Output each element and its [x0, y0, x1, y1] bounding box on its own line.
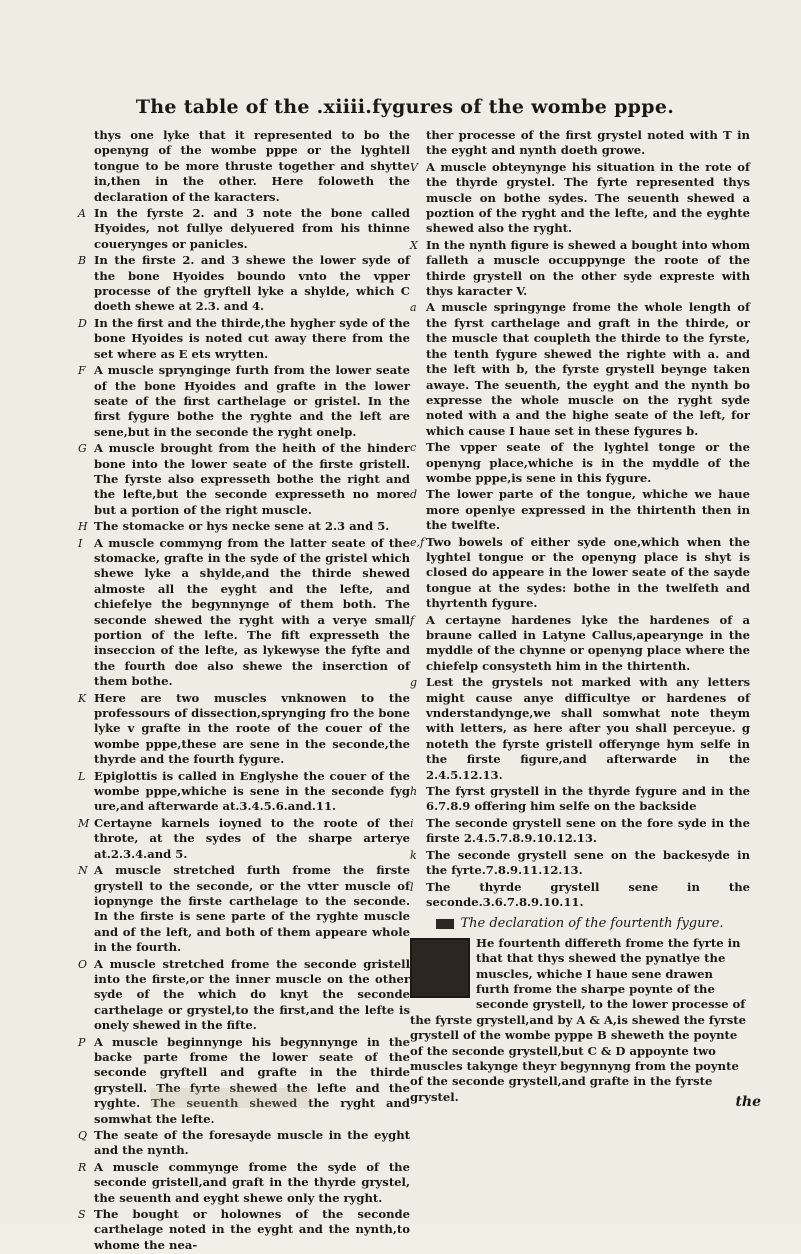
- gloss-entry: [78, 536, 410, 690]
- gloss-entry: [410, 128, 750, 159]
- entry-text: The seconde grystell sene on the backesyde in the fyrte.7.8.9.11.12.13.: [426, 847, 750, 878]
- entry-key: f: [410, 613, 415, 627]
- entry-text: The stomacke or hys necke sene at 2.3 and 5.: [94, 519, 390, 534]
- entry-key: B: [78, 254, 87, 268]
- catchword: the: [735, 1094, 761, 1110]
- left-column: [78, 128, 410, 1254]
- entry-key: A: [78, 207, 86, 221]
- gloss-entry: [78, 1035, 410, 1127]
- gloss-entry: [78, 441, 410, 518]
- gloss-entry: [410, 487, 750, 533]
- entry-key: Q: [78, 1129, 88, 1142]
- entry-text: Epiglottis is called in Englyshe the couer of the wombe pppe,whiche is sene in the seconde fyg ure,and afterwarde at.3.4.5.6.and.11.: [94, 768, 410, 814]
- entry-text: The seconde grystell sene on the fore syde in the firste 2.4.5.7.8.9.10.12.13.: [426, 815, 750, 846]
- entry-text: thys one lyke that it represented to bo the openyng of the wombe pppe or the lyghtell tongue to be more thruste together and shytte in,then in the other. Here foloweth the declaration of the karacters.: [94, 128, 410, 204]
- right-column: [410, 128, 750, 1105]
- entry-key: g: [410, 676, 418, 690]
- section-title: The declaration of the fourtenth fygure.: [460, 916, 724, 932]
- entry-text: A muscle obteynynge his situation in the rote of the thyrde grystel. The fyrte represented thys muscle on bothe sydes. The seuenth shewed a poztion of the ryght and the lefte, and the eyghte shewed also the ryght.: [426, 159, 750, 236]
- entry-text: Two bowels of either syde one,which when the lyghtel tongue or the openyng place is shyt is closed do appeare in the lower seate of the sayde tongue at the sydes: bothe in the twelfeth and thyrtenth fygure.: [426, 534, 750, 611]
- entry-text: Lest the grystels not marked with any letters might cause anye difficultye or hardenes of vnderstandynge,we shall somwhat note theym with letters, as here after you shall perceyue. g noteth the fyrste gristell offerynge hym selfe in the firste figure,and afterwarde in the 2.4.5.12.13.: [426, 675, 750, 782]
- section-paragraph: [410, 936, 750, 1105]
- entry-key: X: [410, 238, 418, 252]
- entry-key: k: [410, 848, 417, 862]
- entry-key: e,f: [410, 535, 425, 549]
- entry-key: H: [78, 520, 88, 534]
- gloss-entry: [78, 1160, 410, 1206]
- entry-key: a: [410, 301, 417, 315]
- entry-text: Certayne karnels ioyned to the roote of the throte, at the sydes of the sharpe arterye at.2.3.4.and 5.: [94, 815, 410, 861]
- entry-key: d: [410, 488, 418, 502]
- entry-text: In the nynth figure is shewed a bought into whom falleth a muscle occuppynge the roote of the thirde grystell on the other syde expreste with thys karacter V.: [426, 237, 750, 299]
- gloss-entry: [410, 816, 750, 847]
- entry-key: M: [78, 816, 90, 830]
- gloss-entry: [78, 816, 410, 862]
- entry-text: A muscle beginnynge his begynnynge in the backe parte frome the lower seate of the seconde gryftell and grafte in the thirde grystell. The fyrte shewed the lefte and the ryghte. The seuenth shewed the ryght and somwhat the lefte.: [94, 1034, 410, 1126]
- running-head: The table of the .xiiii.fygures of the wombe pppe.: [135, 96, 675, 118]
- entry-key: V: [410, 160, 418, 174]
- gloss-entry: [410, 675, 750, 783]
- gloss-entry: [78, 128, 410, 205]
- entry-key: S: [78, 1208, 86, 1222]
- entry-text: A muscle stretched furth frome the firste grystell to the seconde, or the vtter muscle of iopnynge the firste carthelage to the seconde. In the firste is sene parte of the ryghte muscle and of the left, and both of them appeare whole in the fourth.: [94, 863, 410, 955]
- section-heading: [410, 916, 750, 931]
- gloss-entry: [410, 784, 750, 815]
- entry-text: The thyrde grystell sene in the seconde.3.6.7.8.9.10.11.: [426, 879, 750, 909]
- entry-text: Here are two muscles vnknowen to the professours of dissection,sprynging fro the bone lyke v grafte in the roote of the couer of the wombe pppe,these are sene in the seconde,the thyrde and the fourth fygure.: [94, 690, 410, 767]
- section-text: He fourtenth differeth frome the fyrte in that that thys shewed the pynatlye the muscles, whiche I haue sene drawen furth frome the sharpe poynte of the seconde grystell, to the lower processe of the fyrste grystell,and by A & A,is shewed the fyrste grystell of the wombe pyppe B sheweth the poynte of the seconde grystell,but C & D appoynte two muscles takynge theyr begynnyng from the poynte of the seconde grystell,and grafte in the fyrste grystel.: [410, 935, 746, 1104]
- gloss-entry: [410, 880, 750, 911]
- gloss-entry: [78, 253, 410, 315]
- entry-text: A muscle commyng from the latter seate of the stomacke, grafte in the syde of the gristel which shewe lyke a shylde,and the thirde shewed almoste all the eyght and the lefte, and chiefelye the begynnynge of them both. The seconde shewed the ryght with a verye small portion of the lefte. The fift expresseth the inseccion of the lefte, as lykewyse the fyfte and the fourth doe also shewe the inserction of them bothe.: [94, 535, 410, 689]
- gloss-entry: [78, 1207, 410, 1253]
- gloss-entry: [78, 957, 410, 1034]
- gloss-entry: [410, 238, 750, 300]
- decorated-initial-icon: [410, 938, 470, 998]
- entry-text: ther processe of the first grystel noted with T in the eyght and nynth doeth growe.: [426, 128, 750, 158]
- entry-key: c: [410, 441, 417, 455]
- pointing-hand-icon: [436, 919, 454, 929]
- gloss-entry: [410, 160, 750, 237]
- entry-key: G: [78, 442, 87, 456]
- entry-key: O: [78, 957, 88, 971]
- gloss-entry: [410, 535, 750, 612]
- gloss-entry: [78, 316, 410, 362]
- gloss-entry: [78, 1128, 410, 1159]
- entry-text: In the fyrste 2. and 3 note the bone called Hyoides, not fullye delyuered from his thinne couerynges or panicles.: [94, 206, 410, 251]
- entry-text: A certayne hardenes lyke the hardenes of a braune called in Latyne Callus,apearynge in the myddle of the chynne or openyng place where the chiefelp consysteth him in the thirtenth.: [426, 612, 750, 673]
- entry-key: R: [78, 1160, 87, 1174]
- entry-key: F: [78, 364, 86, 378]
- entry-text: The seate of the foresayde muscle in the eyght and the nynth.: [94, 1128, 410, 1158]
- entry-text: A muscle commynge frome the syde of the seconde gristell,and graft in the thyrde grystel, the seuenth and eyght shewe only the ryght.: [94, 1159, 410, 1205]
- gloss-entry: [410, 440, 750, 486]
- entry-key: h: [410, 785, 418, 799]
- entry-text: In the firste 2. and 3 shewe the lower syde of the bone Hyoides boundo vnto the vpper processe of the gryftell lyke a shylde, which C doeth shewe at 2.3. and 4.: [94, 253, 410, 314]
- entry-key: P: [78, 1035, 86, 1049]
- gloss-entry: [410, 300, 750, 439]
- entry-key: L: [78, 769, 86, 783]
- entry-text: A muscle sprynginge furth from the lower seate of the bone Hyoides and grafte in the lower seate of the first carthelage or gristel. In the first fygure bothe the ryghte and the left are sene,but in the seconde the ryght onelp.: [94, 363, 410, 439]
- entry-text: A muscle stretched frome the seconde gristell into the firste,or the inner muscle on the other syde of the which do knyt the seconde carthelage or grystel,to the first,and the lefte is onely shewed in the fifte.: [94, 956, 410, 1033]
- entry-key: D: [78, 316, 87, 330]
- gloss-entry: [78, 691, 410, 768]
- entry-text: A muscle springynge frome the whole length of the fyrst carthelage and graft in the thirde, or the muscle that coupleth the thirde to the fyrste, the tenth fygure shewed the righte with a. and the left with b, the fyrste grystell beynge taken awaye. The seuenth, the eyght and the nynth bo expresse the whole muscle on the ryght syde noted with a and the highe seate of the left, for which cause I haue set in these fygures b.: [426, 300, 750, 438]
- entry-text: In the first and the thirde,the hygher syde of the bone Hyoides is noted cut away there from the set where as E ets wrytten.: [94, 315, 410, 361]
- right-column-entries: [410, 128, 750, 910]
- entry-text: The fyrst grystell in the thyrde fygure and in the 6.7.8.9 offering him selfe on the backside: [426, 784, 750, 814]
- gloss-entry: [410, 848, 750, 879]
- entry-key: I: [78, 536, 83, 550]
- entry-key: l: [410, 880, 414, 894]
- gloss-entry: [78, 519, 410, 534]
- gloss-entry: [78, 363, 410, 440]
- entry-text: The lower parte of the tongue, whiche we haue more openlye expressed in the thirtenth then in the twelfte.: [426, 487, 750, 533]
- entry-text: A muscle brought from the heith of the hinder bone into the lower seate of the firste gristell. The fyrste also expresseth bothe the right and the lefte,but the seconde expresseth no more but a portion of the right muscle.: [94, 441, 410, 517]
- entry-key: K: [78, 691, 87, 705]
- page-stain: [150, 1088, 310, 1108]
- gloss-entry: [78, 769, 410, 815]
- gloss-entry: [78, 863, 410, 955]
- entry-text: The vpper seate of the lyghtel tonge or the openyng place,whiche is in the myddle of the wombe pppe,is sene in this fygure.: [426, 440, 750, 485]
- entry-text: The bought or holownes of the seconde carthelage noted in the eyght and the nynth,to whome the nea-: [94, 1207, 410, 1252]
- gloss-entry: [78, 206, 410, 252]
- entry-key: i: [410, 816, 414, 830]
- entry-key: N: [78, 864, 88, 878]
- gloss-entry: [410, 613, 750, 675]
